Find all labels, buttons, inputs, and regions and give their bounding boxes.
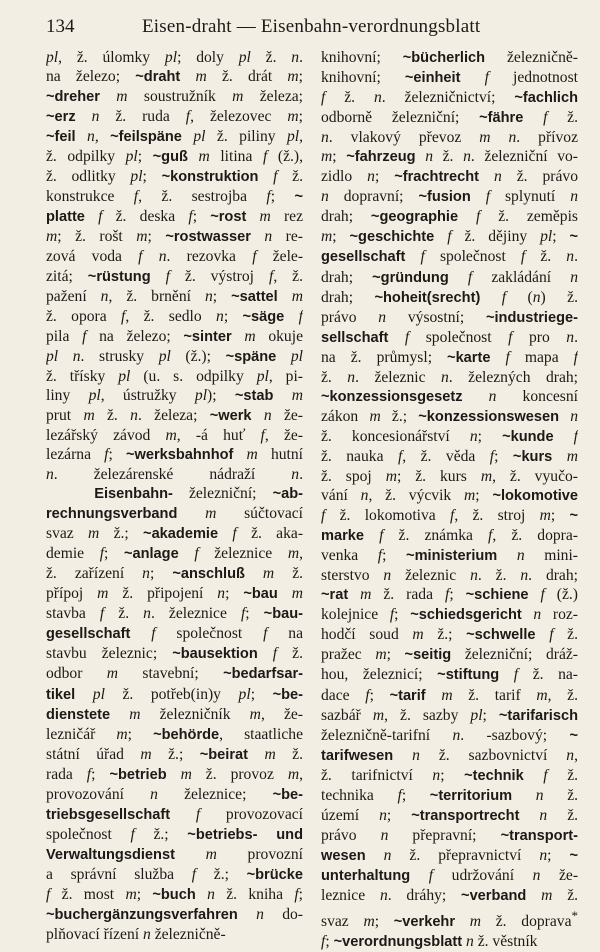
text-line: hodčí soud m ž.; ~schwelle f ž. xyxy=(321,626,578,644)
text-line: ž. odpilky pl; ~guß m litina f (ž.), xyxy=(46,148,303,166)
text-line: odborně železniční; ~fähre f ž. xyxy=(321,109,578,127)
text-line: unterhaltung f udržování n že- xyxy=(321,866,578,884)
text-line: knihovní; ~einheit f jednotnost xyxy=(321,69,578,87)
text-line: lezničář m; ~behörde, staatliche xyxy=(46,725,303,743)
text-line: technika f; ~territorium n ž. xyxy=(321,786,578,804)
text-line: dace f; ~tarif m ž. tarif m, ž. xyxy=(321,686,578,704)
text-line: f ž. most m; ~buch n ž. kniha f; xyxy=(46,885,303,903)
text-line: rechnungsverband m súčtovací xyxy=(46,505,303,523)
text-line: konstrukce f, ž. sestrojba f; ~ xyxy=(46,188,303,206)
text-line: tarifwesen n ž. sazbovnictví n, xyxy=(321,746,578,764)
text-line: zákon m ž.; ~konzessionswesen n xyxy=(321,407,578,425)
text-line: dienstete m železničník m, že- xyxy=(46,705,303,723)
text-line: pražec m; ~seitig železniční; dráž- xyxy=(321,646,578,664)
text-line: hou, železnicí; ~stiftung f ž. na- xyxy=(321,666,578,684)
text-line: na ž. průmysl; ~karte f mapa f xyxy=(321,348,578,366)
text-line: gesellschaft f společnost f na xyxy=(46,625,303,643)
text-line: f ž. lokomotiva f, ž. stroj m; ~ xyxy=(321,507,578,525)
page-number: 134 xyxy=(46,16,75,37)
text-line: drah; ~hoheit(srecht) f (n) ž. xyxy=(321,288,578,306)
text-line: kolejnice f; ~schiedsgericht n roz- xyxy=(321,606,578,624)
text-line: drah; ~gründung f zakládání n xyxy=(321,268,578,286)
text-line: právo n přepravní; ~transport- xyxy=(321,826,578,844)
text-line: n. vlakový převoz m n. přívoz xyxy=(321,129,578,147)
text-line: ~rat m ž. rada f; ~schiene f (ž.) xyxy=(321,586,578,604)
text-line: svaz m ž.; ~akademie f ž. aka- xyxy=(46,525,303,543)
text-line: sellschaft f společnost f pro n. xyxy=(321,328,578,346)
text-line: na železo; ~draht m ž. drát m; xyxy=(46,68,303,86)
text-line: pažení n, ž. brnění n; ~sattel m xyxy=(46,287,303,305)
text-line: wesen n ž. přepravnictví n; ~ xyxy=(321,846,578,864)
text-line: rada f; ~betrieb m ž. provoz m, xyxy=(46,765,303,783)
right-column xyxy=(321,48,578,952)
text-line: území n; ~transportrecht n ž. xyxy=(321,806,578,824)
left-column xyxy=(46,48,303,952)
text-line: ~konzessionsgesetz n koncesní xyxy=(321,387,578,405)
text-line: ž. odlitky pl; ~konstruktion f ž. xyxy=(46,168,303,186)
text-line: ž. koncesionářství n; ~kunde f xyxy=(321,427,578,445)
running-head: Eisen-draht — Eisenbahn-verordnungsblatt xyxy=(142,16,481,37)
text-line: zitá; ~rüstung f ž. výstroj f, ž. xyxy=(46,267,303,285)
text-line: pl, ž. úlomky pl; doly pl ž. n. xyxy=(46,49,303,66)
text-line: plňovací řízení n železničně- xyxy=(46,926,226,944)
text-line: státní úřad m ž.; ~beirat m ž. xyxy=(46,745,303,763)
text-line: železničně-tarifní n. -sazbový; ~ xyxy=(321,726,578,744)
text-line: drah; ~geographie f ž. zeměpis xyxy=(321,208,578,226)
text-line: pl n. strusky pl (ž.); ~späne pl xyxy=(46,347,303,365)
page-header xyxy=(46,14,580,48)
text-line: ~dreher m soustružník m železa; xyxy=(46,88,303,106)
text-line: n dopravní; ~fusion f splynutí n xyxy=(321,188,578,206)
text-line: m; ~fahrzeug n ž. n. železniční vo- xyxy=(321,148,578,166)
text-line: triebsgesellschaft f provozovací xyxy=(46,805,303,823)
text-line: lezárna f; ~werksbahnhof m hutní xyxy=(46,445,303,463)
text-line: sazbář m, ž. sazby pl; ~tarifarisch xyxy=(321,706,578,724)
text-line: leznice n. dráhy; ~verband m ž. xyxy=(321,886,578,904)
text-line: gesellschaft f společnost f ž. n. xyxy=(321,248,578,266)
text-line: zidlo n; ~frachtrecht n ž. právo xyxy=(321,168,578,186)
text-line: n. železárenské nádraží n. xyxy=(46,465,303,483)
text-line: pila f na železo; ~sinter m okuje xyxy=(46,327,303,345)
text-line: společnost f ž.; ~betriebs- und xyxy=(46,825,303,843)
text-line: provozování n železnice; ~be- xyxy=(46,785,303,803)
text-line: ž. opora f, ž. sedlo n; ~säge f xyxy=(46,307,303,325)
text-line: ž. nauka f, ž. věda f; ~kurs m xyxy=(321,447,578,465)
text-line: sterstvo n železnic n. ž. n. drah; xyxy=(321,567,578,585)
text-line: svaz m; ~verkehr m ž. doprava* xyxy=(321,908,578,931)
text-columns xyxy=(46,48,580,952)
text-line: Eisenbahn- železniční; ~ab- xyxy=(94,485,303,503)
text-line: tikel pl ž. potřeb(in)y pl; ~be- xyxy=(46,685,303,703)
text-line: ž. tarifnictví n; ~technik f ž. xyxy=(321,766,578,784)
text-line: právo n výsostní; ~industriege- xyxy=(321,308,578,326)
text-line: liny pl, ústružky pl); ~stab m xyxy=(46,386,303,404)
text-line: marke f ž. známka f, ž. dopra- xyxy=(321,527,578,545)
text-line: lezářský závod m, -á huť f, že- xyxy=(46,426,303,444)
text-line: ž. zařízení n; ~anschluß m ž. xyxy=(46,565,303,583)
text-line: vání n, ž. výcvik m; ~lokomotive xyxy=(321,487,578,505)
text-line: ž. spoj m; ž. kurs m, ž. vyučo- xyxy=(321,467,578,485)
text-line: ž. třísky pl (u. s. odpilky pl, pi- xyxy=(46,367,303,385)
text-line: ~buchergänzungsverfahren n do- xyxy=(46,906,303,924)
text-line: Verwaltungsdienst m provozní xyxy=(46,845,303,863)
text-line: přípoj m ž. připojení n; ~bau m xyxy=(46,585,303,603)
text-line: f; ~verordnungsblatt n ž. věstník xyxy=(321,933,538,951)
text-line: stavba f ž. n. železnice f; ~bau- xyxy=(46,605,303,623)
text-line: m; ž. rošt m; ~rostwasser n re- xyxy=(46,228,303,246)
text-line: f ž. n. železničnictví; ~fachlich xyxy=(321,89,578,107)
text-line: demie f; ~anlage f železnice m, xyxy=(46,545,303,563)
text-line: m; ~geschichte f ž. dějiny pl; ~ xyxy=(321,228,578,246)
text-line: stavbu železnic; ~bausektion f ž. xyxy=(46,645,303,663)
text-line: knihovní; ~bücherlich železničně- xyxy=(321,49,578,66)
text-line: odbor m stavební; ~bedarfsar- xyxy=(46,665,303,683)
text-line: ž. n. železnic n. železných drah; xyxy=(321,368,578,386)
text-line: ~erz n ž. ruda f, železovec m; xyxy=(46,108,303,126)
text-line: venka f; ~ministerium n mini- xyxy=(321,547,578,565)
text-line: platte f ž. deska f; ~rost m rez xyxy=(46,208,303,226)
text-line: prut m ž. n. železa; ~werk n že- xyxy=(46,406,303,424)
text-line: zová voda f n. rezovka f žele- xyxy=(46,248,303,266)
text-line: ~feil n, ~feilspäne pl ž. piliny pl, xyxy=(46,128,303,146)
text-line: a správní služba f ž.; ~brücke xyxy=(46,865,303,883)
